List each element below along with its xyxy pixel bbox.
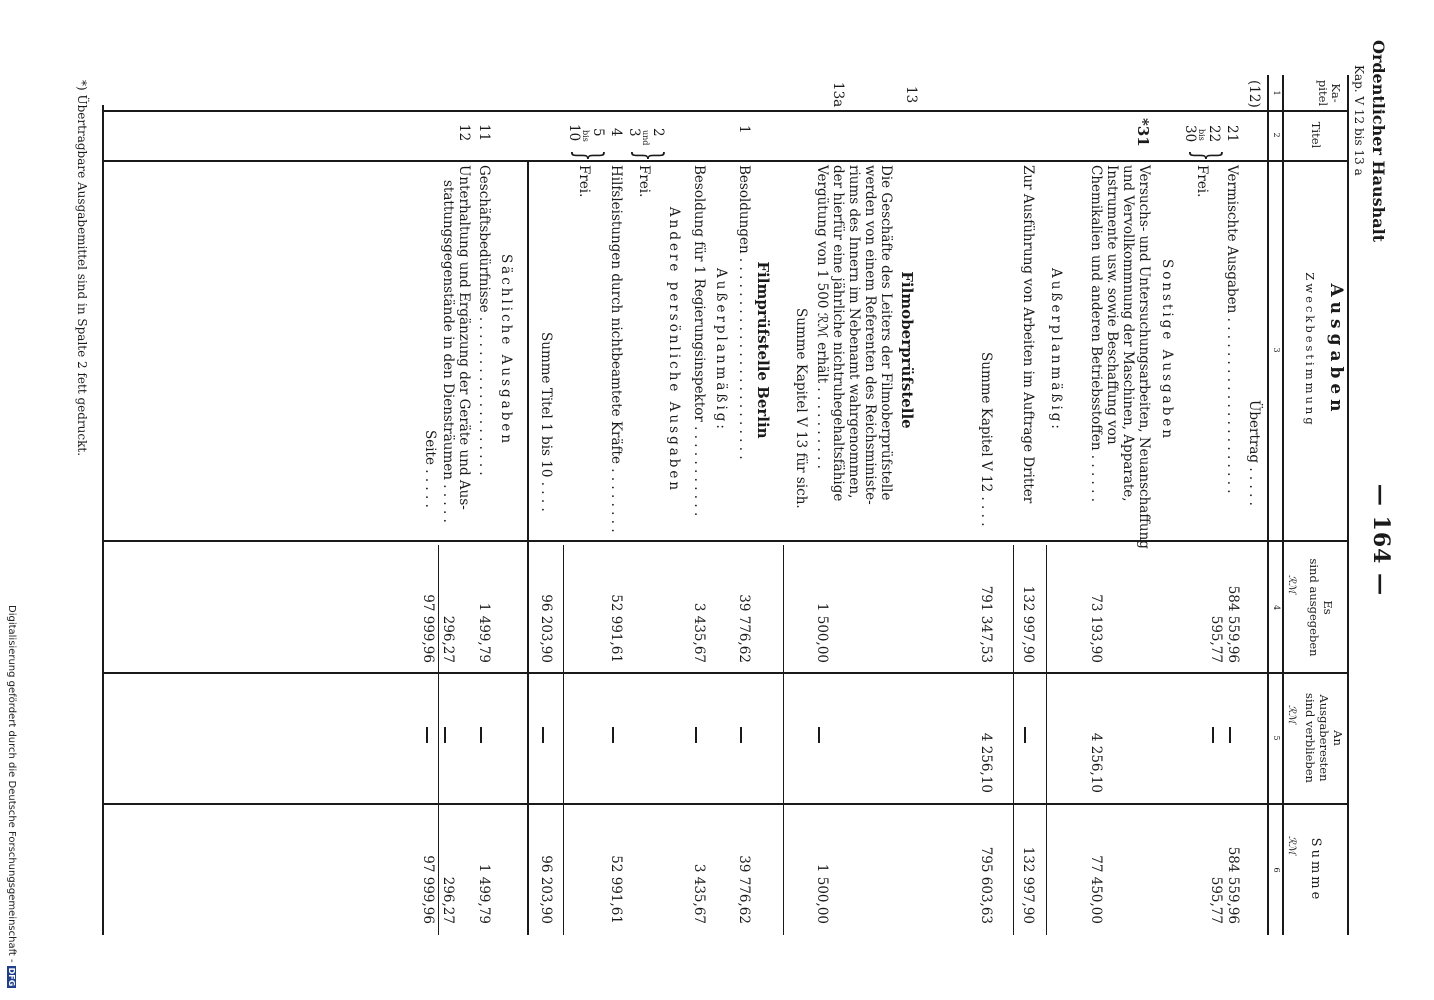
header-reste-3: sind verblieben	[1303, 693, 1317, 783]
titel-4-text: Hilfsleistungen durch nichtbeamtete Kräfte . . . . . . . .	[608, 165, 624, 533]
titel-31-line2: und Vervollkommnung der Maschinen, Apparate,	[1120, 165, 1136, 502]
titel-4: 4	[608, 128, 624, 137]
saechlich-heading: Sächliche Ausgaben	[498, 253, 514, 447]
ausserplan-heading-1: Außerplanmäßig:	[1048, 268, 1064, 432]
header-ausgegeben-2: sind ausgegeben	[1307, 558, 1321, 657]
titel-21-text: Vermischte Ausgaben . . . . . . . . . . . . . . . . . . . . .	[1224, 165, 1240, 494]
summe-v12-ausgegeben: 791 347,53	[978, 585, 994, 663]
filmober-ausgegeben: 1 500,00	[814, 602, 830, 663]
seite-ausgegeben: 97 999,96	[420, 594, 436, 663]
colnum-3: 3	[1272, 347, 1281, 353]
dash	[1213, 727, 1215, 743]
frei-2-3: Frei.	[636, 165, 652, 198]
titel-2-und: und	[641, 130, 650, 146]
titel-5: 5	[590, 128, 606, 137]
unit-col6: ℛℳ	[1286, 836, 1297, 855]
titel-12-summe: 296,27	[440, 876, 456, 924]
titel-3: 3	[626, 128, 642, 137]
rule-header	[1283, 75, 1285, 935]
filmober-heading: Filmoberprüfstelle	[898, 271, 916, 429]
dash	[696, 727, 698, 743]
page-title: Ordentlicher Haushalt	[1369, 40, 1388, 243]
dash	[481, 727, 483, 743]
titel-1-summe: 39 776,62	[736, 855, 752, 924]
dash	[543, 727, 545, 743]
titel-21: 21	[1224, 125, 1240, 143]
col-line-text	[102, 540, 1349, 542]
colnum-4: 4	[1272, 604, 1281, 611]
titel-2: 2	[650, 128, 666, 137]
dash	[741, 727, 743, 743]
titel-31: *31	[1134, 118, 1152, 147]
rule-after-sum	[527, 160, 529, 935]
titel-21b-ausgegeben: 595,77	[1208, 615, 1224, 663]
col-line-ausgegeben	[102, 672, 1349, 674]
unit-col5: ℛℳ	[1286, 705, 1297, 724]
titel-10: 10	[566, 124, 582, 142]
titel-12-ausgegeben: 296,27	[440, 615, 456, 663]
seite-summe: 97 999,96	[420, 855, 436, 924]
credit-text: Digitalisierung gefördert durch die Deutsche Forschungsgemeinschaft -	[6, 605, 17, 963]
filmober-line3: riums des Innern im Nebenamt wahrgenommen,	[846, 165, 862, 499]
page-number: — 164 —	[1368, 483, 1394, 597]
summe-v12-label: Summe Kapitel V 12 . . . .	[978, 352, 994, 527]
colnum-5: 5	[1272, 735, 1281, 741]
header-ausgaben: Ausgaben	[1326, 283, 1346, 417]
unit-col4: ℛℳ	[1286, 575, 1297, 594]
titel-12-line1: Unterhaltung und Ergänzung der Geräte und Aus-	[456, 165, 472, 510]
seite-label: Seite . . . . .	[422, 430, 438, 508]
colnum-1: 1	[1272, 90, 1281, 96]
summe-v13-label: Summe Kapitel V 13 für sich.	[793, 308, 809, 509]
dash	[1025, 727, 1027, 743]
titel-11-ausgegeben: 1 499,79	[476, 602, 492, 663]
andere-heading: Andere persönliche Ausgaben	[666, 206, 682, 494]
kapitel-13a: 13a	[830, 82, 846, 108]
col-line-reste	[102, 803, 1349, 805]
dash	[819, 727, 821, 743]
titel-31-line4: Chemikalien und anderen Betriebsstoffen . . . . . .	[1088, 165, 1104, 503]
titel-21-ausgegeben: 584 559,96	[1225, 585, 1241, 663]
summe-1-10-ausgegeben: 96 203,90	[538, 594, 554, 663]
dritte-text: Zur Ausführung von Arbeiten im Auftrage Dritter	[1020, 165, 1036, 504]
sonstige-heading: Sonstige Ausgaben	[1159, 258, 1175, 442]
summe-1-10-summe: 96 203,90	[538, 855, 554, 924]
titel-22: 22	[1206, 125, 1222, 143]
header-titel: Titel	[1309, 121, 1323, 149]
reg-ausgegeben: 3 435,67	[691, 602, 707, 663]
header-ausgegeben-1: Es	[1321, 600, 1335, 615]
titel-1-text: Besoldungen . . . . . . . . . . . . . . . . . . . . . . . .	[736, 165, 752, 460]
titel-31-line1: Versuchs- und Untersuchungsarbeiten, Neuanschaffung	[1136, 165, 1152, 549]
page-subtitle: Kap. V 12 bis 13 a	[1352, 65, 1366, 176]
summe-v12-reste: 4 256,10	[978, 732, 994, 793]
titel-31-reste: 4 256,10	[1088, 732, 1104, 793]
rule-v13	[783, 545, 784, 935]
uebertrag-label: Übertrag . . . . .	[1246, 400, 1262, 506]
titel-11-summe: 1 499,79	[476, 863, 492, 924]
rule-sum-v12	[1013, 545, 1014, 935]
ausserplan-heading-2: Außerplanmäßig:	[713, 268, 729, 432]
header-summe: Summe	[1308, 837, 1323, 903]
header-reste-2: Ausgaberesten	[1317, 694, 1331, 782]
rule-bottom	[102, 105, 104, 935]
dash	[427, 727, 429, 743]
footnote: *) Übertragbare Ausgabemittel sind in Spalte 2 fett gedruckt.	[75, 80, 89, 457]
filmpruef-heading: Filmprüfstelle Berlin	[754, 261, 772, 439]
filmober-line4: der hierfür eine jährliche nichtruhegehaltsfähige	[830, 165, 846, 502]
titel-12: 12	[456, 124, 472, 142]
col-line-titel	[102, 160, 1349, 162]
brace-22-30: }	[1186, 149, 1227, 162]
dfg-logo: DFG	[7, 967, 16, 987]
filmober-line1: Die Geschäfte des Leiters der Filmoberprüfstelle	[878, 165, 894, 501]
colnum-2: 2	[1272, 132, 1281, 138]
filmober-line2: werden von einem Referenten des Reichsministe-	[862, 165, 878, 505]
frei-22-30: Frei.	[1194, 165, 1210, 198]
titel-4-ausgegeben: 52 991,61	[608, 594, 624, 663]
rule-colnums	[1268, 75, 1270, 935]
frei-5-10: Frei.	[576, 165, 592, 198]
kapitel-12: (12)	[1246, 80, 1262, 108]
brace-5-10: }	[568, 149, 609, 162]
titel-4-summe: 52 991,61	[608, 855, 624, 924]
titel-30: 30	[1182, 125, 1198, 143]
titel-1: 1	[736, 125, 752, 134]
dash	[1230, 727, 1232, 743]
titel-22-bis: bis	[1197, 129, 1206, 141]
titel-21-summe: 584 559,96	[1225, 846, 1241, 924]
rule-top	[1347, 75, 1349, 935]
titel-31-line3: Instrumente usw. sowie Beschaffung von	[1104, 165, 1120, 445]
colnum-6: 6	[1272, 867, 1281, 873]
titel-31-ausgegeben: 73 193,90	[1088, 594, 1104, 663]
titel-12-line2: stattungsgegenstände in den Diensträumen . . . . .	[440, 180, 456, 523]
dritte-ausgegeben: 132 997,90	[1020, 585, 1036, 663]
titel-11: 11	[476, 124, 492, 142]
filmober-line5: Vergütung von 1 500 ℛℳ erhält . . . . . . . . . .	[814, 165, 830, 469]
header-reste-1: An	[1331, 730, 1345, 746]
dash	[445, 727, 447, 743]
summe-v12-summe: 795 603,63	[978, 846, 994, 924]
reg-summe: 3 435,67	[691, 863, 707, 924]
titel-21b-summe: 595,77	[1208, 876, 1224, 924]
dash	[613, 727, 615, 743]
reg-text: Besoldung für 1 Regierungsinspektor . . . . . . . . . . .	[691, 165, 707, 517]
titel-11-text: Geschäftsbedürfnisse . . . . . . . . . . . . . . . . . . .	[476, 165, 492, 476]
brace-2-3: }	[628, 149, 669, 162]
kapitel-13: 13	[903, 86, 919, 104]
titel-31-summe: 77 450,00	[1088, 855, 1104, 924]
titel-5-bis: bis	[581, 130, 590, 142]
rule-sum-1-10	[563, 545, 564, 935]
rule-seite	[438, 545, 439, 935]
col-line-kapitel	[102, 110, 1349, 112]
rule-sum-top	[1046, 545, 1047, 935]
dritte-summe: 132 997,90	[1020, 846, 1036, 924]
titel-1-ausgegeben: 39 776,62	[736, 594, 752, 663]
summe-1-10-label: Summe Titel 1 bis 10 . . . .	[538, 332, 554, 512]
header-kapitel: Ka-pitel	[1316, 79, 1343, 107]
header-zweck: Zweckbestimmung	[1303, 272, 1317, 428]
filmober-summe: 1 500,00	[814, 863, 830, 924]
